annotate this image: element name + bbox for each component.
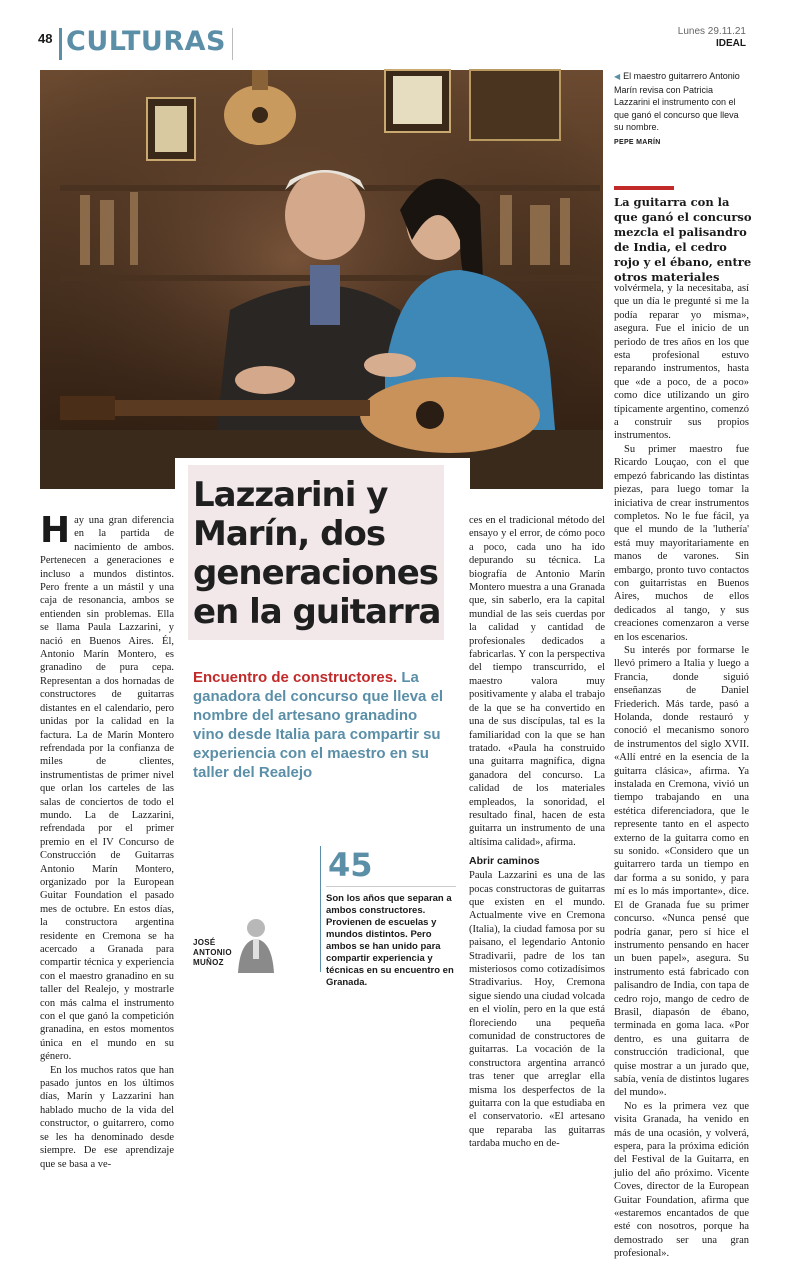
- body-column-middle: [469, 514, 605, 1151]
- stat-text: Son los años que separan a ambos constructores. Provienen de escuelas y mundos distintos. Pero ambos se han unido para compartir experiencia y técnicas en su encuentro en Granada.: [326, 893, 454, 988]
- newspaper-name: IDEAL: [716, 38, 746, 49]
- body-paragraph: En los muchos ratos que han pasado juntos en los últimos días, Marín y Lazzarini han hablado mucho de la vida del constructor, o guitarrero, como se les ha denominado desde siempre. De ese aprendizaje que se basa a ve-: [40, 1064, 174, 1170]
- body-column-1: [40, 510, 174, 1171]
- stat-number: 45: [328, 846, 373, 884]
- dropcap: H: [40, 510, 71, 551]
- body-paragraph: Hay una gran diferencia en la partida de nacimiento de ambos. Pertenecen a generaciones e incluso a mundos distintos. Pero frente a un mástil y una caja de resonancia, ambos se entienden sin problemas. Ella se llama Paula Lazzarini, y nació en Buenos Aires. Él, Antonio Marín Montero, es granadino de pura cepa. Representan a dos hornadas de constructores de guitarras distantes en el calendario, pero unidas por la calidad en la factura. La de Marín Montero refrendada por la confianza de miles de clientes, instrumentistas de primer nivel que orlan los carteles de las salas de conciertos de todo el mundo. La de Lazzarini, refrendada por el primer premio en el IV Concurso de Construcción de Guitarras Antonio Marín Montero, organizado por la European Guitar Foundation el pasado mes de octubre. En estos días, la constructora argentina residente en Cremona se ha acercado a Granada para compartir técnica y experiencia con el maestro granadino en su taller del Realejo, y mostrarle con más calma el instrumento con el que ganó la competición granadina, en estos momentos única en el mundo en su género.: [40, 510, 174, 1063]
- photo-caption: [614, 70, 749, 149]
- body-paragraph: Su interés por formarse le llevó primero a Italia y luego a Francia, donde siguió enseñanzas de Daniel Friederich. Más tarde, pasó a Holanda, donde restauró y conoció el mecanismo sonoro de instrumentos del siglo XVII. «Allí entré en la esencia de la guitarra clásica», afirma. Ya instalada en Cremona, vivió un tiempo trabajando en una estética diferenciadora, que le represente tanto en el aspecto externo de la guitarra como en su sonido. «Considero que un guitarrero tarda un tiempo en dar forma a su sonido, y para mí es lo más importante», dice. El de Granada fue su primer concurso. «Nunca pensé que podría ganar, pero sí hice el instrumento pensando en hacer un buen papel», asegura. Su instrumento está fabricado con palisandro de India, con tapa de cedro rojo, mango de cedro de Brasil, diapasón de ébano, terminada en goma laca. «Por dentro, es una guitarra de construcción tradicional, que quise mostrar a un jurado que, sabía, venía de distintos lugares del mundo».: [614, 644, 749, 1099]
- page-number: 48: [38, 31, 53, 46]
- author-avatar: [236, 915, 276, 973]
- lead-text: La ganadora del concurso que lleva el nombre del artesano granadino vino desde Italia para compartir su experiencia con el maestro en su taller del Realejo: [193, 669, 444, 781]
- subhead: Abrir caminos: [469, 855, 540, 868]
- section-divider: [59, 28, 62, 60]
- body-column-4: [614, 282, 749, 1261]
- workshop-photo-illustration: [40, 70, 603, 489]
- pullquote-bar: [614, 186, 674, 190]
- lead-title: Encuentro de constructores.: [193, 669, 398, 686]
- author-line: ANTONIO: [193, 948, 232, 957]
- body-paragraph: No es la primera vez que visita Granada, ha venido en más de una ocasión, y volverá, espera, para la próxima edición del Festival de la Guitarra, en julio del año próximo. Vicente Coves, director de la European Guitar Foundation, afirma que «estaremos encantados de que esté con nosotros, porque ha demostrado ser una gran profesional».: [614, 1100, 749, 1260]
- stat-underline: [326, 886, 456, 887]
- author-byline: [193, 938, 232, 968]
- body-paragraph: ces en el tradicional método del ensayo y el error, de cómo poco a poco, cada uno ha ido depurando su técnica. La biografía de Antonio Marín Montero muestra a una Granada que, sin saberlo, era la capital mundial de las seis cuerdas por la calidad y cantidad de profesionales dedicados a fabricarlas. Y con la perspectiva del tiempo transcurrido, el maestro valora muy positivamente y alaba el trabajo de la que se ha convertido en una de sus discípulas, tal es la familiaridad con la que se han tratado. «Paula ha construido una guitarra magnífica, digna ganadora del concurso. La calidad de los materiales empleados, la sonoridad, el resultado final, hacen de esta guitarra un instrumento de una altísima calidad», afirma.: [469, 515, 605, 848]
- photo-credit: PEPE MARÍN: [614, 138, 661, 146]
- author-line: MUÑOZ: [193, 958, 224, 967]
- issue-date: Lunes 29.11.21: [677, 26, 746, 37]
- pullquote: La guitarra con la que ganó el concurso mezcla el palisandro de India, el cedro rojo y el ébano, entre otros materiales: [614, 195, 752, 284]
- body-paragraph: Su primer maestro fue Ricardo Louçao, con el que empezó fabricando las distintas piezas, para luego tomar la iniciativa de crear instrumentos completos. No le fue fácil, ya que el mundo de la 'luthería' está muy mayoritariamente en manos de varones. Sin embargo, pronto tuvo contactos con guitarristas en Buenos Aires, muchos de ellos dedicados al tango, y sus creaciones comenzaron a verse en los escenarios.: [614, 443, 749, 643]
- section-title: CULTURAS: [66, 26, 226, 57]
- article-lead: [193, 668, 451, 782]
- section-divider-right: [232, 28, 233, 60]
- body-paragraph: Paula Lazzarini es una de las pocas constructoras de guitarras que existen en el mundo. Actualmente vive en Cremona (Italia), la ciudad famosa por su paisano, el legendario Antonio Stradivarii, padre de los tan misteriosos como cotizadísimos Stradivarius. Hoy, Cremona sigue siendo una ciudad volcada en el violín, pero en la que está floreciendo una pequeña comunidad de constructores de guitarras. La vocación de la constructora argentina arrancó tras tener que arreglar ella misma los desperfectos de la guitarra con la que estudiaba en el conservatorio. «El artesano que reparaba las guitarras tardaba mucho en de-: [469, 870, 605, 1150]
- author-line: JOSÉ: [193, 938, 216, 947]
- caption-text: El maestro guitarrero Antonio Marín revisa con Patricia Lazzarini el instrumento con el que ganó el concurso que lleva su nombre.: [614, 71, 740, 132]
- body-paragraph: volvérmela, y la necesitaba, así que un día le pregunté si me la podía reparar yo misma», asegura. Fue el inicio de un periodo de tres años en los que esta profesional estuvo reparando instrumentos, hasta que «de a poco, de a poco» como dice utilizando un giro típicamente argentino, comenzó a construir sus propios instrumentos.: [614, 283, 749, 442]
- stat-divider: [320, 846, 321, 972]
- article-photo: [40, 70, 603, 489]
- headline: Lazzarini y Marín, dos generaciones en la guitarra: [193, 475, 441, 632]
- caption-arrow-icon: ◀: [614, 72, 621, 81]
